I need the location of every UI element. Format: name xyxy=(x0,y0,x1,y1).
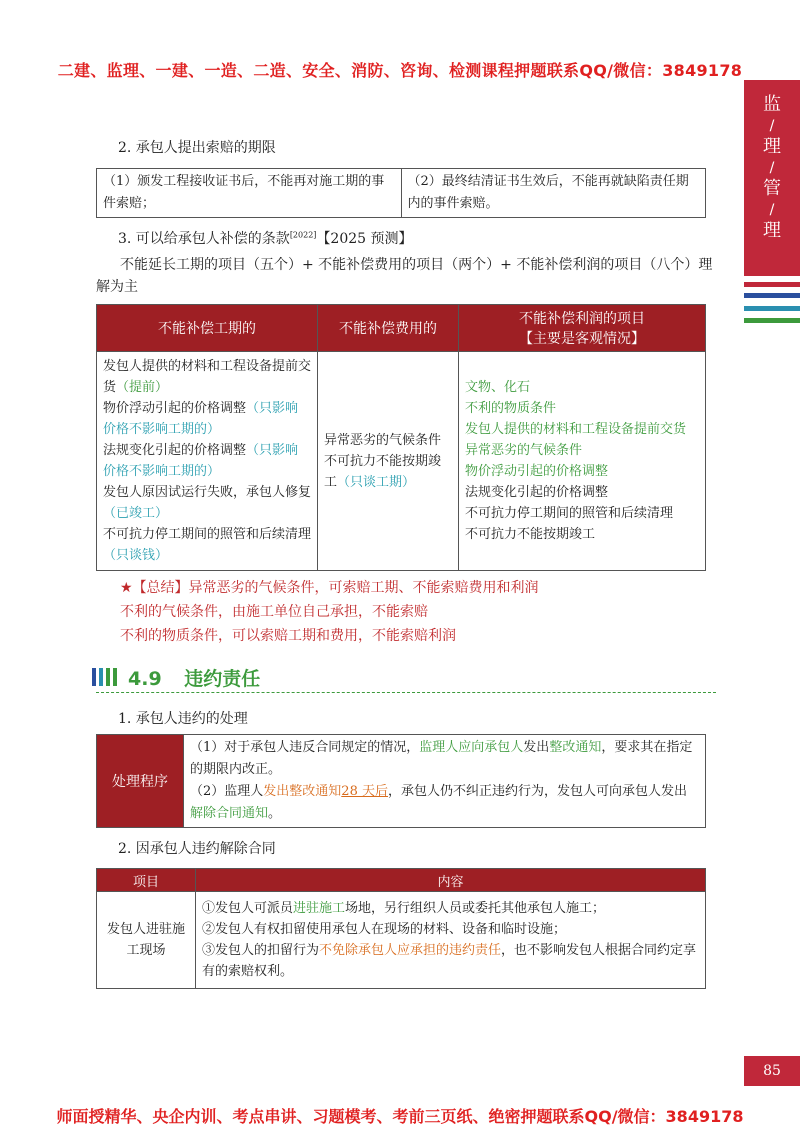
col-header-line1: 不能补偿利润的项目 xyxy=(519,311,645,327)
procedure-step-2: （2）监理人发出整改通知28 天后，承包人仍不纠正违约行为，发包人可向承包人发出解除合同通知。 xyxy=(190,784,687,821)
list-item: ①发包人可派员进驻施工场地，另行组织人员或委托其他承包人施工； xyxy=(202,901,606,916)
section-title-text: 违约责任 xyxy=(184,668,261,690)
list-item: 不可抗力不能按期竣工 xyxy=(465,527,596,542)
breach-procedure-table xyxy=(96,734,706,828)
side-tab-char: 理 xyxy=(763,220,781,241)
list-item: ②发包人有权扣留使用承包人在现场的材料、设备和临时设施； xyxy=(202,922,567,937)
list-item: 法规变化引起的价格调整 xyxy=(465,485,609,500)
decor-stripe-teal xyxy=(744,306,800,311)
procedure-step-1: （1）对于承包人违反合同规定的情况，监理人应向承包人发出整改通知，要求其在指定的期限内改正。 xyxy=(190,740,693,777)
claim-deadline-cell-1: （1）颁发工程接收证书后，不能再对施工期的事件索赔； xyxy=(97,169,402,218)
side-tab-char: 监 xyxy=(763,94,781,115)
list-item: 物价浮动引起的价格调整（只影响价格不影响工期的） xyxy=(103,401,299,437)
side-tab-char: 管 xyxy=(763,178,781,199)
no-cost-items xyxy=(318,352,459,571)
list-item: 不可抗力停工期间的照管和后续清理（只谈钱） xyxy=(103,527,312,563)
col-header-content: 内容 xyxy=(196,869,706,892)
bottom-promo-banner: 师面授精华、央企内训、考点串讲、习题模考、考前三页纸、绝密押题联系QQ/微信：3849178 xyxy=(56,1107,744,1126)
list-item: 法规变化引起的价格调整（只影响价格不影响工期的） xyxy=(103,443,299,479)
list-item: 发包人提供的材料和工程设备提前交货 xyxy=(465,422,687,437)
list-item: 发包人原因试运行失败，承包人修复（已竣工） xyxy=(103,485,312,521)
section-bars-icon xyxy=(92,668,120,690)
procedure-label: 处理程序 xyxy=(97,735,184,828)
no-profit-items xyxy=(459,352,706,571)
heading-text: 3. 可以给承包人补偿的条款 xyxy=(118,231,290,247)
termination-row-content xyxy=(196,892,706,989)
summary-line: 不利的物质条件，可以索赔工期和费用，不能索赔利润 xyxy=(120,628,456,644)
col-header-no-time: 不能补偿工期的 xyxy=(97,305,318,352)
list-item: 发包人提供的材料和工程设备提前交货（提前） xyxy=(103,359,312,395)
list-item: ③发包人的扣留行为不免除承包人应承担的违约责任，也不影响发包人根据合同约定享有的索赔权利。 xyxy=(202,943,697,979)
summary-line: 不利的气候条件，由施工单位自己承担，不能索赔 xyxy=(120,604,428,620)
forecast-tag: 【2025 预测】 xyxy=(316,231,413,247)
compensation-table xyxy=(96,304,706,571)
top-promo-banner: 二建、监理、一建、一造、二造、安全、消防、咨询、检测课程押题联系QQ/微信：3849178 xyxy=(57,61,743,80)
summary-line: ★【总结】异常恶劣的气候条件，可索赔工期、不能索赔费用和利润 xyxy=(120,580,539,596)
col-header-no-cost: 不能补偿费用的 xyxy=(318,305,459,352)
side-tab-char: 理 xyxy=(763,136,781,157)
list-item: 文物、化石 xyxy=(465,380,531,395)
list-item: 不利的物质条件 xyxy=(465,401,557,416)
termination-table xyxy=(96,868,706,989)
claim-deadline-table xyxy=(96,168,706,218)
list-item: 不可抗力停工期间的照管和后续清理 xyxy=(465,506,674,521)
claim-deadline-cell-2: （2）最终结清证书生效后，不能再就缺陷责任期内的事件索赔。 xyxy=(401,169,706,218)
decor-stripe-green xyxy=(744,318,800,323)
list-item: 异常恶劣的气候条件 xyxy=(465,443,583,458)
decor-stripe-red xyxy=(744,282,800,287)
summary-box xyxy=(120,576,720,648)
side-tab-separator: / xyxy=(769,202,775,218)
heading-termination: 2. 因承包人违约解除合同 xyxy=(118,841,276,857)
compensation-intro: 不能延长工期的项目（五个）+ 不能补偿费用的项目（两个）+ 不能补偿利润的项目（八个）理解为主 xyxy=(96,257,713,295)
heading-breach-handling: 1. 承包人违约的处理 xyxy=(118,711,248,727)
list-item: 物价浮动引起的价格调整 xyxy=(465,464,609,479)
section-title xyxy=(128,664,260,691)
decor-stripe-blue xyxy=(744,293,800,298)
section-number: 4.9 xyxy=(128,668,162,690)
termination-row-label: 发包人进驻施工现场 xyxy=(97,892,196,989)
side-tab-separator: / xyxy=(769,118,775,134)
side-chapter-tab xyxy=(744,80,800,276)
col-header-no-profit xyxy=(459,305,706,352)
year-mark: [2022] xyxy=(289,230,317,240)
page-number: 85 xyxy=(744,1056,800,1086)
col-header-line2: 【主要是客观情况】 xyxy=(519,331,645,347)
heading-claim-deadline: 2. 承包人提出索赔的期限 xyxy=(118,140,276,156)
col-header-item: 项目 xyxy=(97,869,196,892)
heading-compensation-clauses xyxy=(118,228,413,248)
side-tab-separator: / xyxy=(769,160,775,176)
list-item: 不可抗力不能按期竣工（只谈工期） xyxy=(324,453,442,490)
no-time-items xyxy=(97,352,318,571)
section-divider xyxy=(96,692,716,693)
procedure-content xyxy=(184,735,706,828)
list-item: 异常恶劣的气候条件 xyxy=(324,432,442,448)
